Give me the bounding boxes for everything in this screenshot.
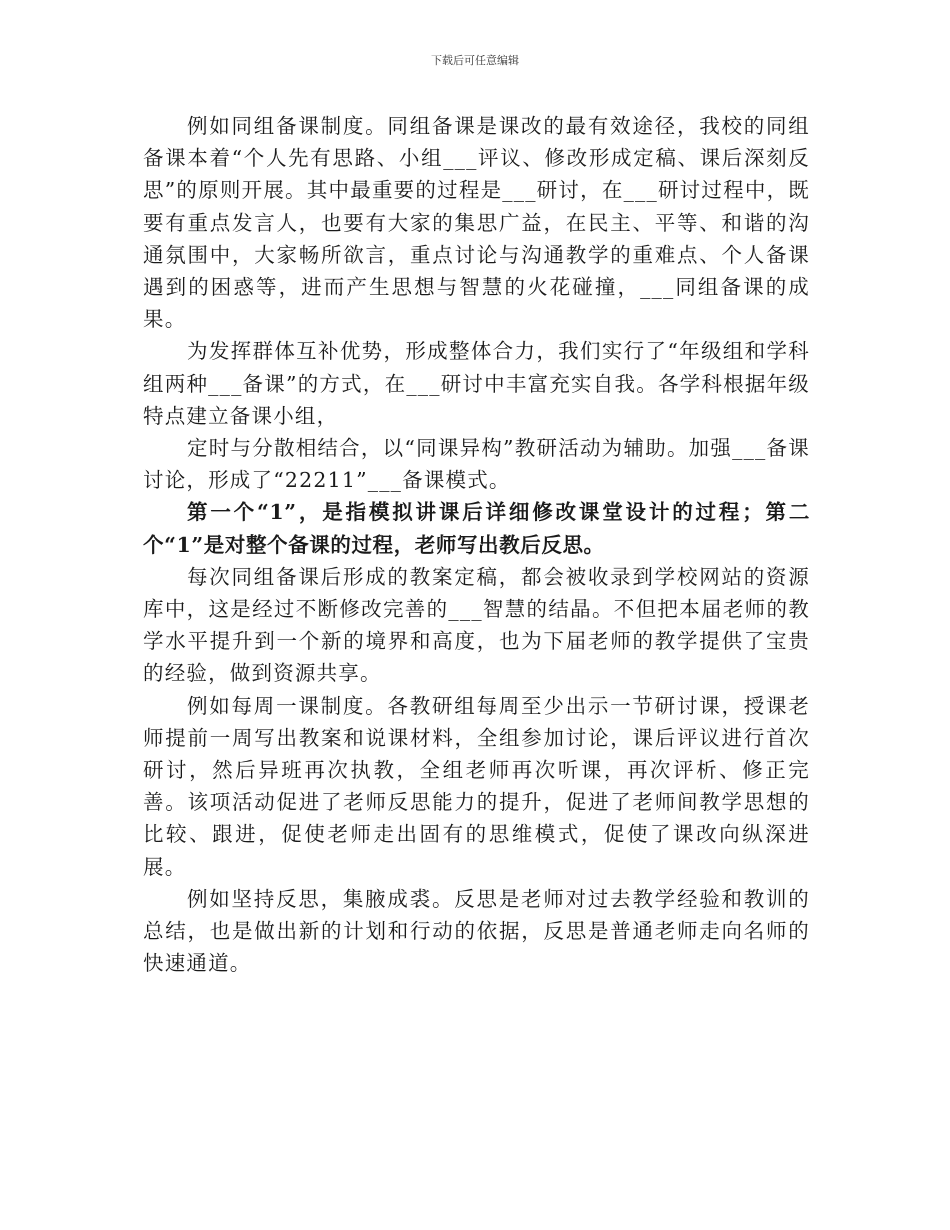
paragraph: 例如坚持反思，集腋成裘。反思是老师对过去教学经验和教训的总结，也是做出新的计划和行动的依据，反思是普通老师走向名师的快速通道。 (143, 886, 810, 976)
paragraph: 定时与分散相结合，以“同课异构”教研活动为辅助。加强___备课讨论，形成了“22211”___备课模式。 (143, 436, 810, 493)
paragraph-bold: 第一个“1”，是指模拟讲课后详细修改课堂设计的过程；第二个“1”是对整个备课的过程，老师写出教后反思。 (143, 500, 810, 557)
paragraph: 例如同组备课制度。同组备课是课改的最有效途径，我校的同组备课本着“个人先有思路、小组___评议、修改形成定稿、课后深刻反思”的原则开展。其中最重要的过程是___研讨，在___研讨过程中，既要有重点发言人，也要有大家的集思广益，在民主、平等、和谐的沟通氛围中，大家畅所欲言，重点讨论与沟通教学的重难点、个人备课遇到的困惑等，进而产生思想与智慧的火花碰撞，___同组备课的成果。 (143, 114, 810, 332)
page-header: 下载后可任意编辑 (431, 54, 519, 67)
paragraph: 例如每周一课制度。各教研组每周至少出示一节研讨课，授课老师提前一周写出教案和说课材料，全组参加讨论，课后评议进行首次研讨，然后异班再次执教，全组老师再次听课，再次评析、修正完善。该项活动促进了老师反思能力的提升，促进了老师间教学思想的比较、跟进，促使老师走出固有的思维模式，促使了课改向纵深进展。 (143, 693, 810, 879)
document-body (143, 110, 810, 979)
paragraph: 每次同组备课后形成的教案定稿，都会被收录到学校网站的资源库中，这是经过不断修改完善的___智慧的结晶。不但把本届老师的教学水平提升到一个新的境界和高度，也为下届老师的教学提供了宝贵的经验，做到资源共享。 (143, 564, 810, 686)
paragraph: 为发挥群体互补优势，形成整体合力，我们实行了“年级组和学科组两种___备课”的方式，在___研讨中丰富充实自我。各学科根据年级特点建立备课小组， (143, 339, 810, 428)
